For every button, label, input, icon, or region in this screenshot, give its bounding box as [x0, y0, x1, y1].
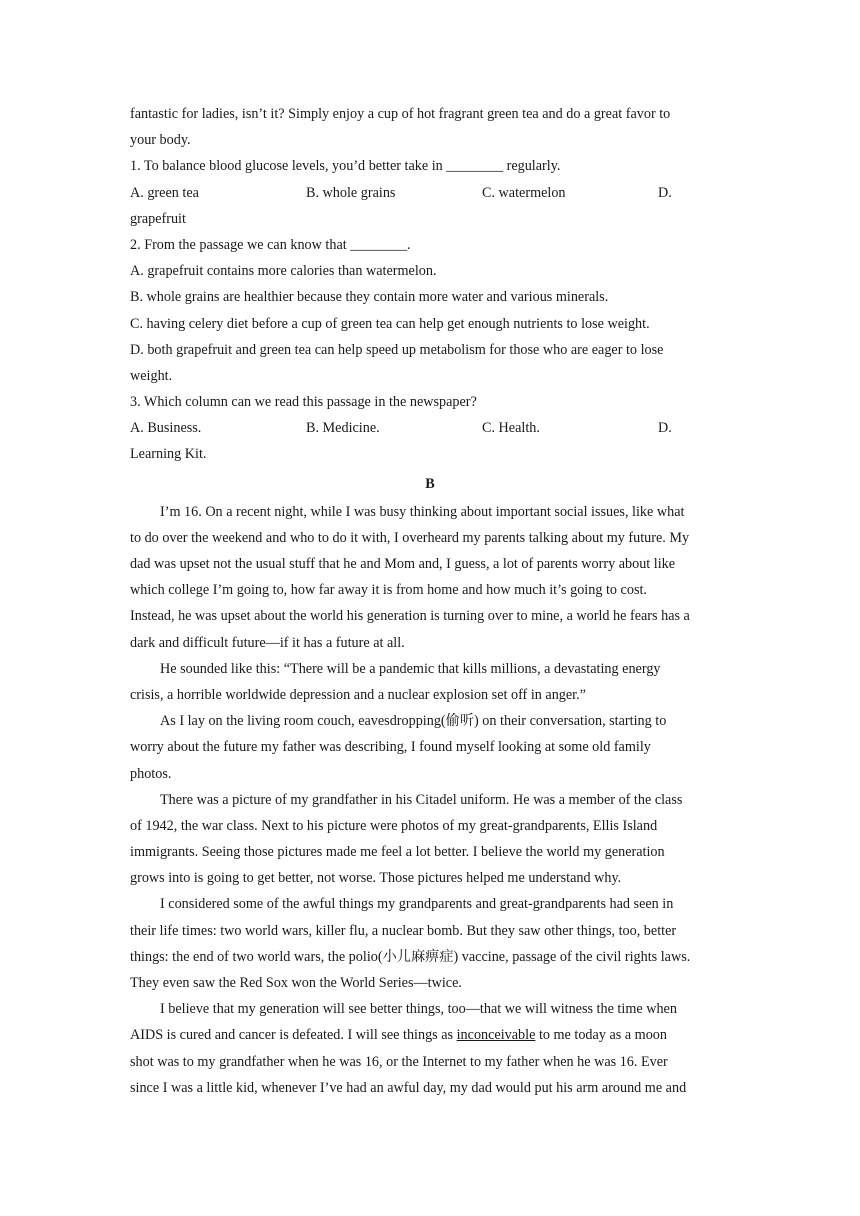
question-1-option-d: D.: [658, 184, 672, 201]
question-3-option-a: A. Business.: [130, 420, 202, 437]
paragraph-line: their life times: two world wars, killer flu, a nuclear bomb. But they saw other things, too, better: [130, 922, 677, 939]
question-1-option-d-text: grapefruit: [130, 210, 186, 227]
underlined-word: inconceivable: [456, 1027, 536, 1044]
question-3-option-d-text: Learning Kit.: [130, 446, 207, 463]
question-1-option-b: B. whole grains: [306, 184, 396, 201]
paragraph-1: [130, 499, 730, 656]
text-run: to me today as a moon: [535, 1027, 667, 1044]
paragraph-line: dad was upset not the usual stuff that he and Mom and, I guess, a lot of parents worry about like: [130, 556, 676, 572]
intro-tail-line-1: fantastic for ladies, isn’t it? Simply enjoy a cup of hot fragrant green tea and do a great favor to: [130, 106, 671, 122]
question-2-option-c: C. having celery diet before a cup of green tea can help get enough nutrients to lose weight.: [130, 315, 650, 332]
paragraph-line: There was a picture of my grandfather in his Citadel uniform. He was a member of the class: [160, 791, 683, 808]
question-1-options: [130, 180, 730, 206]
paragraph-line: As I lay on the living room couch, eavesdropping(偷听) on their conversation, starting to: [160, 713, 667, 730]
paragraph-line: He sounded like this: “There will be a pandemic that kills millions, a devastating energy: [160, 660, 661, 677]
paragraph-line: dark and difficult future—if it has a future at all.: [130, 634, 405, 651]
paragraph-2: [130, 656, 730, 708]
paragraph-5: [130, 891, 730, 996]
paragraph-line: things: the end of two world wars, the polio(小儿麻痹症) vaccine, passage of the civil rights laws.: [130, 948, 691, 965]
paragraph-line: shot was to my grandfather when he was 16, or the Internet to my father when he was 16. Ever: [130, 1053, 668, 1070]
paragraph-line: grows into is going to get better, not worse. Those pictures helped me understand why.: [130, 870, 622, 887]
paragraph-line: I considered some of the awful things my grandparents and great-grandparents had seen in: [160, 896, 674, 913]
question-2-option-a: A. grapefruit contains more calories than watermelon.: [130, 263, 437, 280]
paragraph-line: I’m 16. On a recent night, while I was busy thinking about important social issues, like what: [160, 503, 685, 520]
paragraph-line: which college I’m going to, how far away it is from home and how much it’s going to cost.: [130, 582, 647, 599]
question-1-option-c: C. watermelon: [482, 184, 566, 201]
paragraph-line: Instead, he was upset about the world his generation is turning over to mine, a world he fears has a: [130, 608, 690, 625]
document-body: [130, 101, 730, 1101]
question-1-option-a: A. green tea: [130, 184, 199, 201]
question-3-option-b: B. Medicine.: [306, 420, 380, 437]
paragraph-line: of 1942, the war class. Next to his picture were photos of my great-grandparents, Ellis Island: [130, 817, 658, 834]
section-heading: B: [425, 475, 435, 492]
question-1-stem: 1. To balance blood glucose levels, you’d better take in ________ regularly.: [130, 158, 561, 175]
intro-tail-line-2: your body.: [130, 132, 191, 149]
paragraph-line: I believe that my generation will see better things, too—that we will witness the time when: [160, 1001, 677, 1018]
text-run: AIDS is cured and cancer is defeated. I will see things as: [130, 1027, 457, 1044]
question-2-stem: 2. From the passage we can know that ________.: [130, 236, 411, 253]
paragraph-line: crisis, a horrible worldwide depression and a nuclear explosion set off in anger.”: [130, 686, 586, 703]
paragraph-6: [130, 996, 730, 1101]
question-3-option-d: D.: [658, 420, 672, 437]
paragraph-line: [130, 1022, 730, 1048]
paragraph-4: [130, 787, 730, 892]
paragraph-line: immigrants. Seeing those pictures made me feel a lot better. I believe the world my generation: [130, 844, 665, 861]
question-3-stem: 3. Which column can we read this passage in the newspaper?: [130, 394, 477, 411]
question-3-options: [130, 415, 730, 441]
paragraph-line: photos.: [130, 765, 172, 782]
paragraph-line: worry about the future my father was describing, I found myself looking at some old family: [130, 739, 651, 756]
question-3-option-c: C. Health.: [482, 420, 540, 437]
paragraph-line: They even saw the Red Sox won the World Series—twice.: [130, 975, 462, 991]
paragraph-3: [130, 708, 730, 787]
question-2-option-d-cont: weight.: [130, 367, 173, 384]
paragraph-line: since I was a little kid, whenever I’ve had an awful day, my dad would put his arm around me and: [130, 1079, 687, 1096]
paragraph-line: to do over the weekend and who to do it with, I overheard my parents talking about my future. My: [130, 529, 690, 546]
question-2-option-b: B. whole grains are healthier because they contain more water and various minerals.: [130, 289, 609, 306]
question-2-option-d: D. both grapefruit and green tea can help speed up metabolism for those who are eager to lose: [130, 341, 664, 358]
